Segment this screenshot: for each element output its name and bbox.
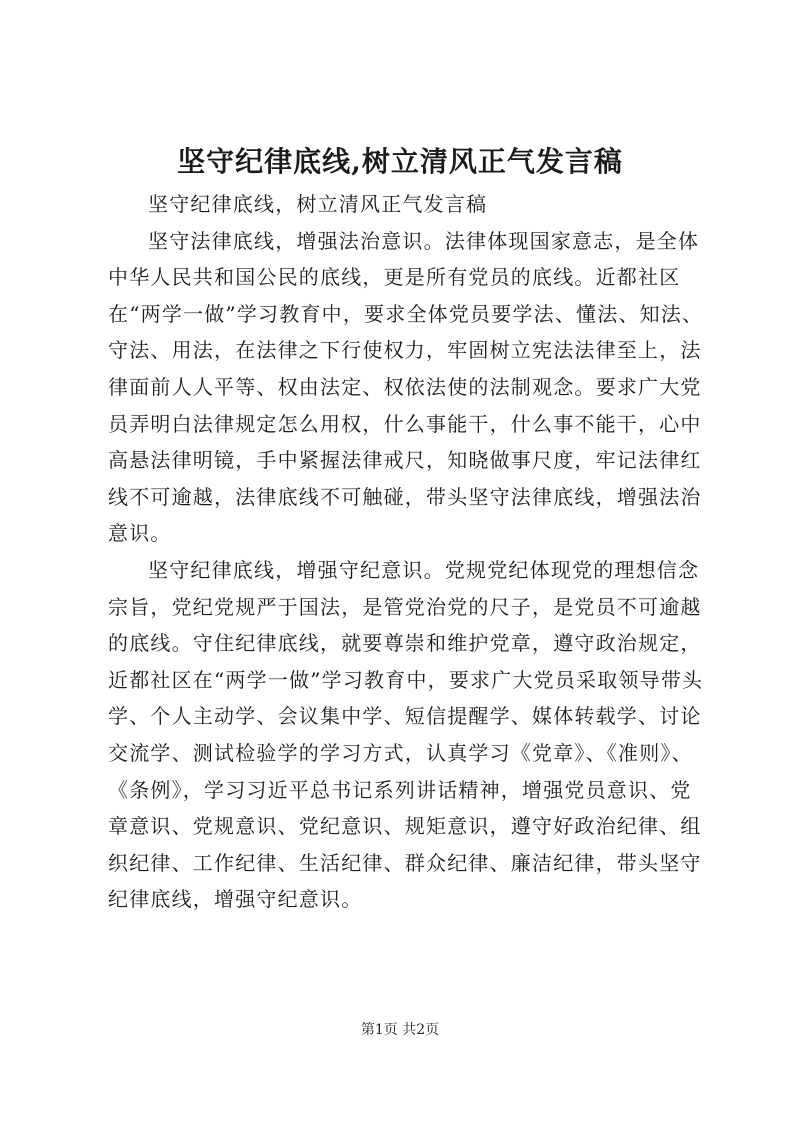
- subtitle-paragraph: 坚守纪律底线，树立清风正气发言稿: [148, 192, 488, 216]
- document-title: 坚守纪律底线,树立清风正气发言稿: [177, 145, 623, 178]
- body-paragraph-law: 坚守法律底线，增强法治意识。法律体现国家意志，是全体中华人民共和国公民的底线，更是所有党员的底线。近都社区在“两学一做”学习教育中，要求全体党员要学法、懂法、知法、守法、用法，在法律之下行使权力，牢固树立宪法法律至上，法律面前人人平等、权由法定、权依法使的法制观念。要求广大党员弄明白法律规定怎么用权，什么事能干，什么事不能干，心中高悬法律明镜，手中紧握法律戒尺，知晓做事尺度，牢记法律红线不可逾越，法律底线不可触碰，带头坚守法律底线，增强法治意识。: [108, 228, 704, 546]
- body-paragraph-discipline: 坚守纪律底线，增强守纪意识。党规党纪体现党的理想信念宗旨，党纪党规严于国法，是管党治党的尺子，是党员不可逾越的底线。守住纪律底线，就要尊崇和维护党章，遵守政治规定，近都社区在“两学一做”学习教育中，要求广大党员采取领导带头学、个人主动学、会议集中学、短信提醒学、媒体转载学、讨论交流学、测试检验学的学习方式，认真学习《党章》、《准则》、《条例》，学习习近平总书记系列讲话精神，增强党员意识、党章意识、党规意识、党纪意识、规矩意识，遵守好政治纪律、组织纪律、工作纪律、生活纪律、群众纪律、廉洁纪律，带头坚守纪律底线，增强守纪意识。: [108, 557, 704, 912]
- document-body: [108, 186, 708, 918]
- page-footer: 第1页 共2页: [360, 1022, 440, 1038]
